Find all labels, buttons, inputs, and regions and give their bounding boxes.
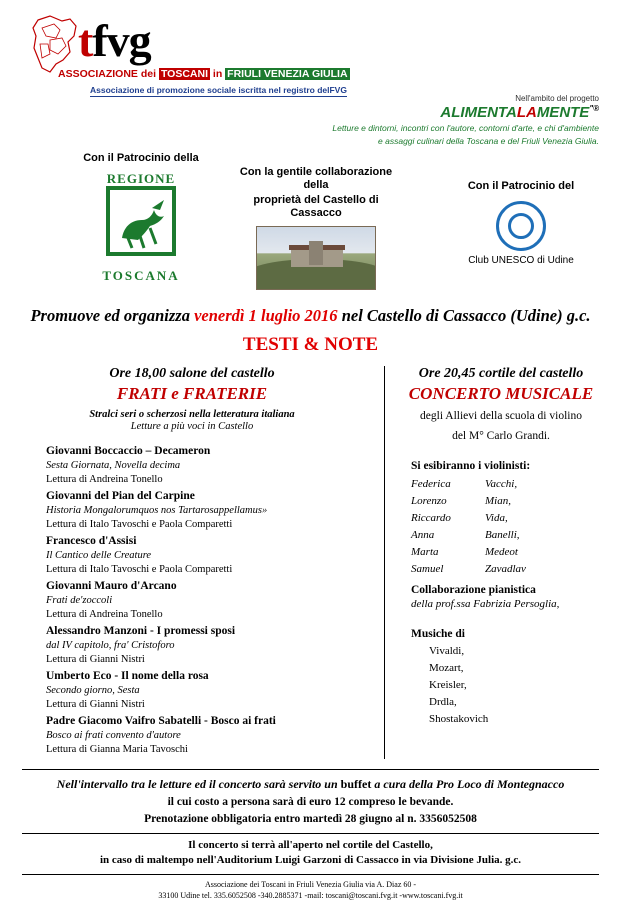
left-subtitle: Stralci seri o scherzosi nella letteratura italiana (89, 409, 295, 420)
unesco-patron-title: Con il Patrocinio del (467, 180, 575, 192)
reading-author: Giovanni Mauro d'Arcano (46, 580, 177, 592)
right-time: Ore 20,45 cortile del castello (418, 366, 584, 381)
promo-line (16, 306, 605, 326)
left-column (16, 366, 376, 759)
violinist-last-name: Vida, (485, 512, 508, 524)
reading-title: Frati de'zoccoli (46, 595, 113, 606)
reading-reader: Lettura di Gianni Nistri (46, 654, 145, 665)
reading-item (46, 534, 368, 577)
composer-item: Kreisler, (429, 679, 467, 691)
reading-title: Historia Mongalorumquos nos Tartarosappellamus» (46, 505, 268, 516)
composer-item: Drdla, (429, 696, 457, 708)
left-title: FRATI e FRATERIE (116, 384, 268, 403)
pegasus-logo-icon (98, 186, 184, 266)
buffet-note-post: a cura della Pro Loco di Montegnacco (371, 777, 565, 791)
project-name-part2: LA (516, 104, 537, 121)
right-sub-line2: del M° Carlo Grandi. (452, 430, 550, 442)
program-columns (16, 366, 605, 759)
association-subtitle: Associazione di promozione sociale iscritta nel registro delFVG (90, 85, 347, 95)
right-title: CONCERTO MUSICALE (408, 384, 594, 403)
project-name (299, 104, 599, 121)
reading-author: Giovanni Boccaccio – Decameron (46, 445, 211, 457)
reading-reader: Lettura di Andreina Tonello (46, 474, 163, 485)
violinist-last-name: Medeot (485, 546, 518, 558)
castello-title-line1: Con la gentile collaborazione della (239, 166, 393, 191)
violinist-last-name: Banelli, (485, 529, 520, 541)
violinists-list (411, 476, 605, 578)
logo-wordmark (78, 15, 151, 66)
logo-letter-mid: fvg (92, 15, 151, 66)
violinist-row (411, 510, 605, 527)
violinist-last-name: Mian, (485, 495, 511, 507)
unesco-label: Club UNESCO di Udine (468, 255, 574, 266)
buffet-note-bold: buffet (340, 777, 372, 791)
patronage-unesco (436, 180, 606, 266)
price-note: il cui costo a persona sarà di euro 12 compreso le bevande. (167, 796, 454, 808)
venue-note-line2: in caso di maltempo nell'Auditorium Luigi Garzoni di Cassacco in via Divisione Julia. g.c. (99, 854, 522, 866)
reading-title: Sesta Giornata, Novella decima (46, 460, 181, 471)
assoc-part-4: FRIULI VENEZIA GIULIA (227, 68, 348, 80)
project-desc-line2: e assaggi culinari della Toscana e del Friuli Venezia Giulia. (378, 136, 599, 146)
reading-title: Il Cantico delle Creature (46, 550, 152, 561)
violinist-first-name: Riccardo (411, 512, 451, 524)
composer-item: Vivaldi, (429, 645, 465, 657)
violinist-row (411, 544, 605, 561)
regione-region-label: TOSCANA (102, 268, 180, 283)
reading-reader: Lettura di Gianni Nistri (46, 699, 145, 710)
left-subtitle-2: Letture a più voci in Castello (130, 421, 254, 432)
promo-pre: Promuove ed organizza (30, 306, 195, 325)
music-heading: Musiche di (411, 628, 465, 640)
venue-separator (22, 833, 599, 834)
project-name-part1: ALIMENTA (440, 104, 517, 121)
regione-patron-title: Con il Patrocinio della (83, 152, 199, 164)
header (16, 10, 605, 146)
column-divider (384, 366, 385, 759)
venue-note-line1: Il concerto si terrà all'aperto nel cortile del Castello, (188, 839, 433, 851)
violinist-last-name: Vacchi, (485, 478, 518, 490)
violinist-first-name: Samuel (411, 563, 444, 575)
reading-item (46, 444, 368, 487)
violinist-last-name: Zavadlav (485, 563, 526, 575)
assoc-part-1: ASSOCIAZIONE dei (58, 68, 159, 80)
reading-reader: Lettura di Italo Tavoschi e Paola Comparetti (46, 519, 233, 530)
reading-item (46, 579, 368, 622)
buffet-note (16, 776, 605, 793)
violinist-first-name: Federica (411, 478, 451, 490)
footer-address-line2: 33100 Udine tel. 335.6052508 -340.2885371 -mail: toscani@toscani.fvg.it -www.toscani.fvg.it (158, 891, 463, 900)
composer-item: Mozart, (429, 662, 464, 674)
footer-separator (22, 874, 599, 875)
reading-title: Bosco ai frati convento d'autore (46, 730, 181, 741)
reading-reader: Lettura di Andreina Tonello (46, 609, 163, 620)
project-context-label: Nell'ambito del progetto (515, 94, 599, 103)
unesco-circle-logo-icon (496, 201, 546, 251)
buffet-note-pre: Nell'intervallo tra le letture ed il concerto sarà servito un (56, 777, 341, 791)
castle-tower (309, 241, 323, 265)
reading-author: Francesco d'Assisi (46, 535, 137, 547)
piano-name: della prof.ssa Fabrizia Persoglia, (411, 598, 560, 610)
reading-reader: Lettura di Italo Tavoschi e Paola Comparetti (46, 564, 233, 575)
reading-item (46, 714, 368, 757)
regione-name-label: REGIONE (106, 171, 176, 186)
composer-item: Shostakovich (429, 713, 489, 725)
reading-reader: Lettura di Gianna Maria Tavoschi (46, 744, 188, 755)
piano-heading: Collaborazione pianistica (411, 584, 536, 596)
composers-list (429, 643, 605, 728)
castello-title-line2: proprietà del Castello di Cassacco (253, 194, 379, 219)
violinist-row (411, 561, 605, 578)
notes-separator (22, 769, 599, 770)
reading-author: Alessandro Manzoni - I promessi sposi (46, 625, 236, 637)
tuscany-region-outline-icon (30, 14, 82, 76)
reading-title: Secondo giorno, Sesta (46, 685, 140, 696)
patronage-row (16, 152, 605, 302)
event-title: TESTI & NOTE (242, 334, 379, 355)
patronage-regione (66, 152, 216, 284)
violinists-heading: Si esibiranno i violinisti: (411, 460, 531, 472)
violinist-row (411, 476, 605, 493)
project-block (299, 94, 599, 147)
right-sub-line1: degli Allievi della scuola di violino (420, 410, 582, 422)
reading-author: Giovanni del Pian del Carpine (46, 490, 195, 502)
booking-note: Prenotazione obbligatoria entro martedì 28 giugno al n. 3356052508 (144, 813, 477, 825)
reading-author: Padre Giacomo Vaifro Sabatelli - Bosco ai frati (46, 715, 276, 727)
left-time: Ore 18,00 salone del castello (109, 366, 275, 381)
promo-date: venerdì 1 luglio 2016 (194, 306, 338, 325)
patronage-castello (231, 166, 401, 290)
reading-item (46, 669, 368, 712)
violinist-first-name: Marta (411, 546, 439, 558)
reading-item (46, 489, 368, 532)
right-column (393, 366, 605, 759)
logo-letter-t: t (78, 15, 93, 66)
reading-author: Umberto Eco - Il nome della rosa (46, 670, 209, 682)
reading-title: dal IV capitolo, fra' Cristoforo (46, 640, 175, 651)
castle-photo (256, 226, 376, 290)
project-name-part3: MENTE (536, 104, 590, 121)
assoc-part-3: in (210, 68, 226, 80)
footer-address-line1: Associazione dei Toscani in Friuli Venezia Giulia via A. Diaz 60 - (204, 880, 417, 889)
reading-item (46, 624, 368, 667)
violinist-first-name: Anna (411, 529, 435, 541)
association-logo-block (30, 14, 360, 98)
project-desc-line1: Letture e dintorni, incontri con l'autore, contorni d'arte, e chi d'ambiente (332, 123, 599, 133)
violinist-first-name: Lorenzo (411, 495, 447, 507)
assoc-part-2: TOSCANI (160, 68, 208, 80)
association-banner (58, 68, 360, 80)
promo-post: nel Castello di Cassacco (Udine) g.c. (337, 306, 591, 325)
violinist-row (411, 527, 605, 544)
violinist-row (411, 493, 605, 510)
readings-list (46, 444, 368, 757)
project-name-trademark: "® (589, 104, 599, 113)
